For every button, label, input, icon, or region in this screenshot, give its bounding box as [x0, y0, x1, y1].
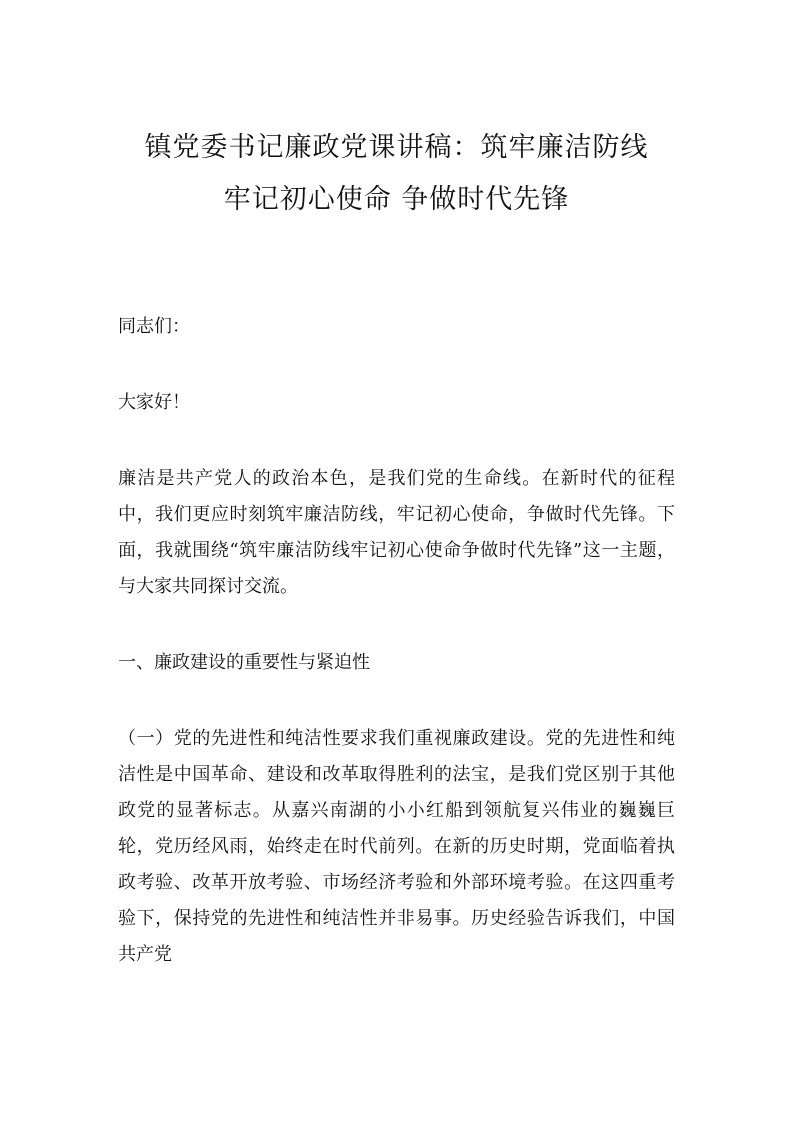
- intro-paragraph: 廉洁是共产党人的政治本色，是我们党的生命线。在新时代的征程中，我们更应时刻筑牢廉洁防线，牢记初心使命，争做时代先锋。下面，我就围绕“筑牢廉洁防线牢记初心使命争做时代先锋”这一主题，与大家共同探讨交流。: [118, 468, 675, 597]
- greeting: 大家好！: [118, 392, 190, 413]
- section-1-heading: 一、廉政建设的重要性与紧迫性: [118, 652, 370, 673]
- title-line-2: 牢记初心使命 争做时代先锋: [223, 184, 570, 215]
- section-1-1-paragraph: （一）党的先进性和纯洁性要求我们重视廉政建设。党的先进性和纯洁性是中国革命、建设和改革取得胜利的法宝，是我们党区别于其他政党的显著标志。从嘉兴南湖的小小红船到领航复兴伟业的巍巍巨轮，党历经风雨，始终走在时代前列。在新的历史时期，党面临着执政考验、改革开放考验、市场经济考验和外部环境考验。在这四重考验下，保持党的先进性和纯洁性并非易事。历史经验告诉我们，中国共产党: [118, 728, 675, 965]
- title-line-1: 镇党委书记廉政党课讲稿：筑牢廉洁防线: [144, 132, 649, 163]
- salutation: 同志们：: [118, 316, 190, 337]
- document-title: [118, 122, 675, 226]
